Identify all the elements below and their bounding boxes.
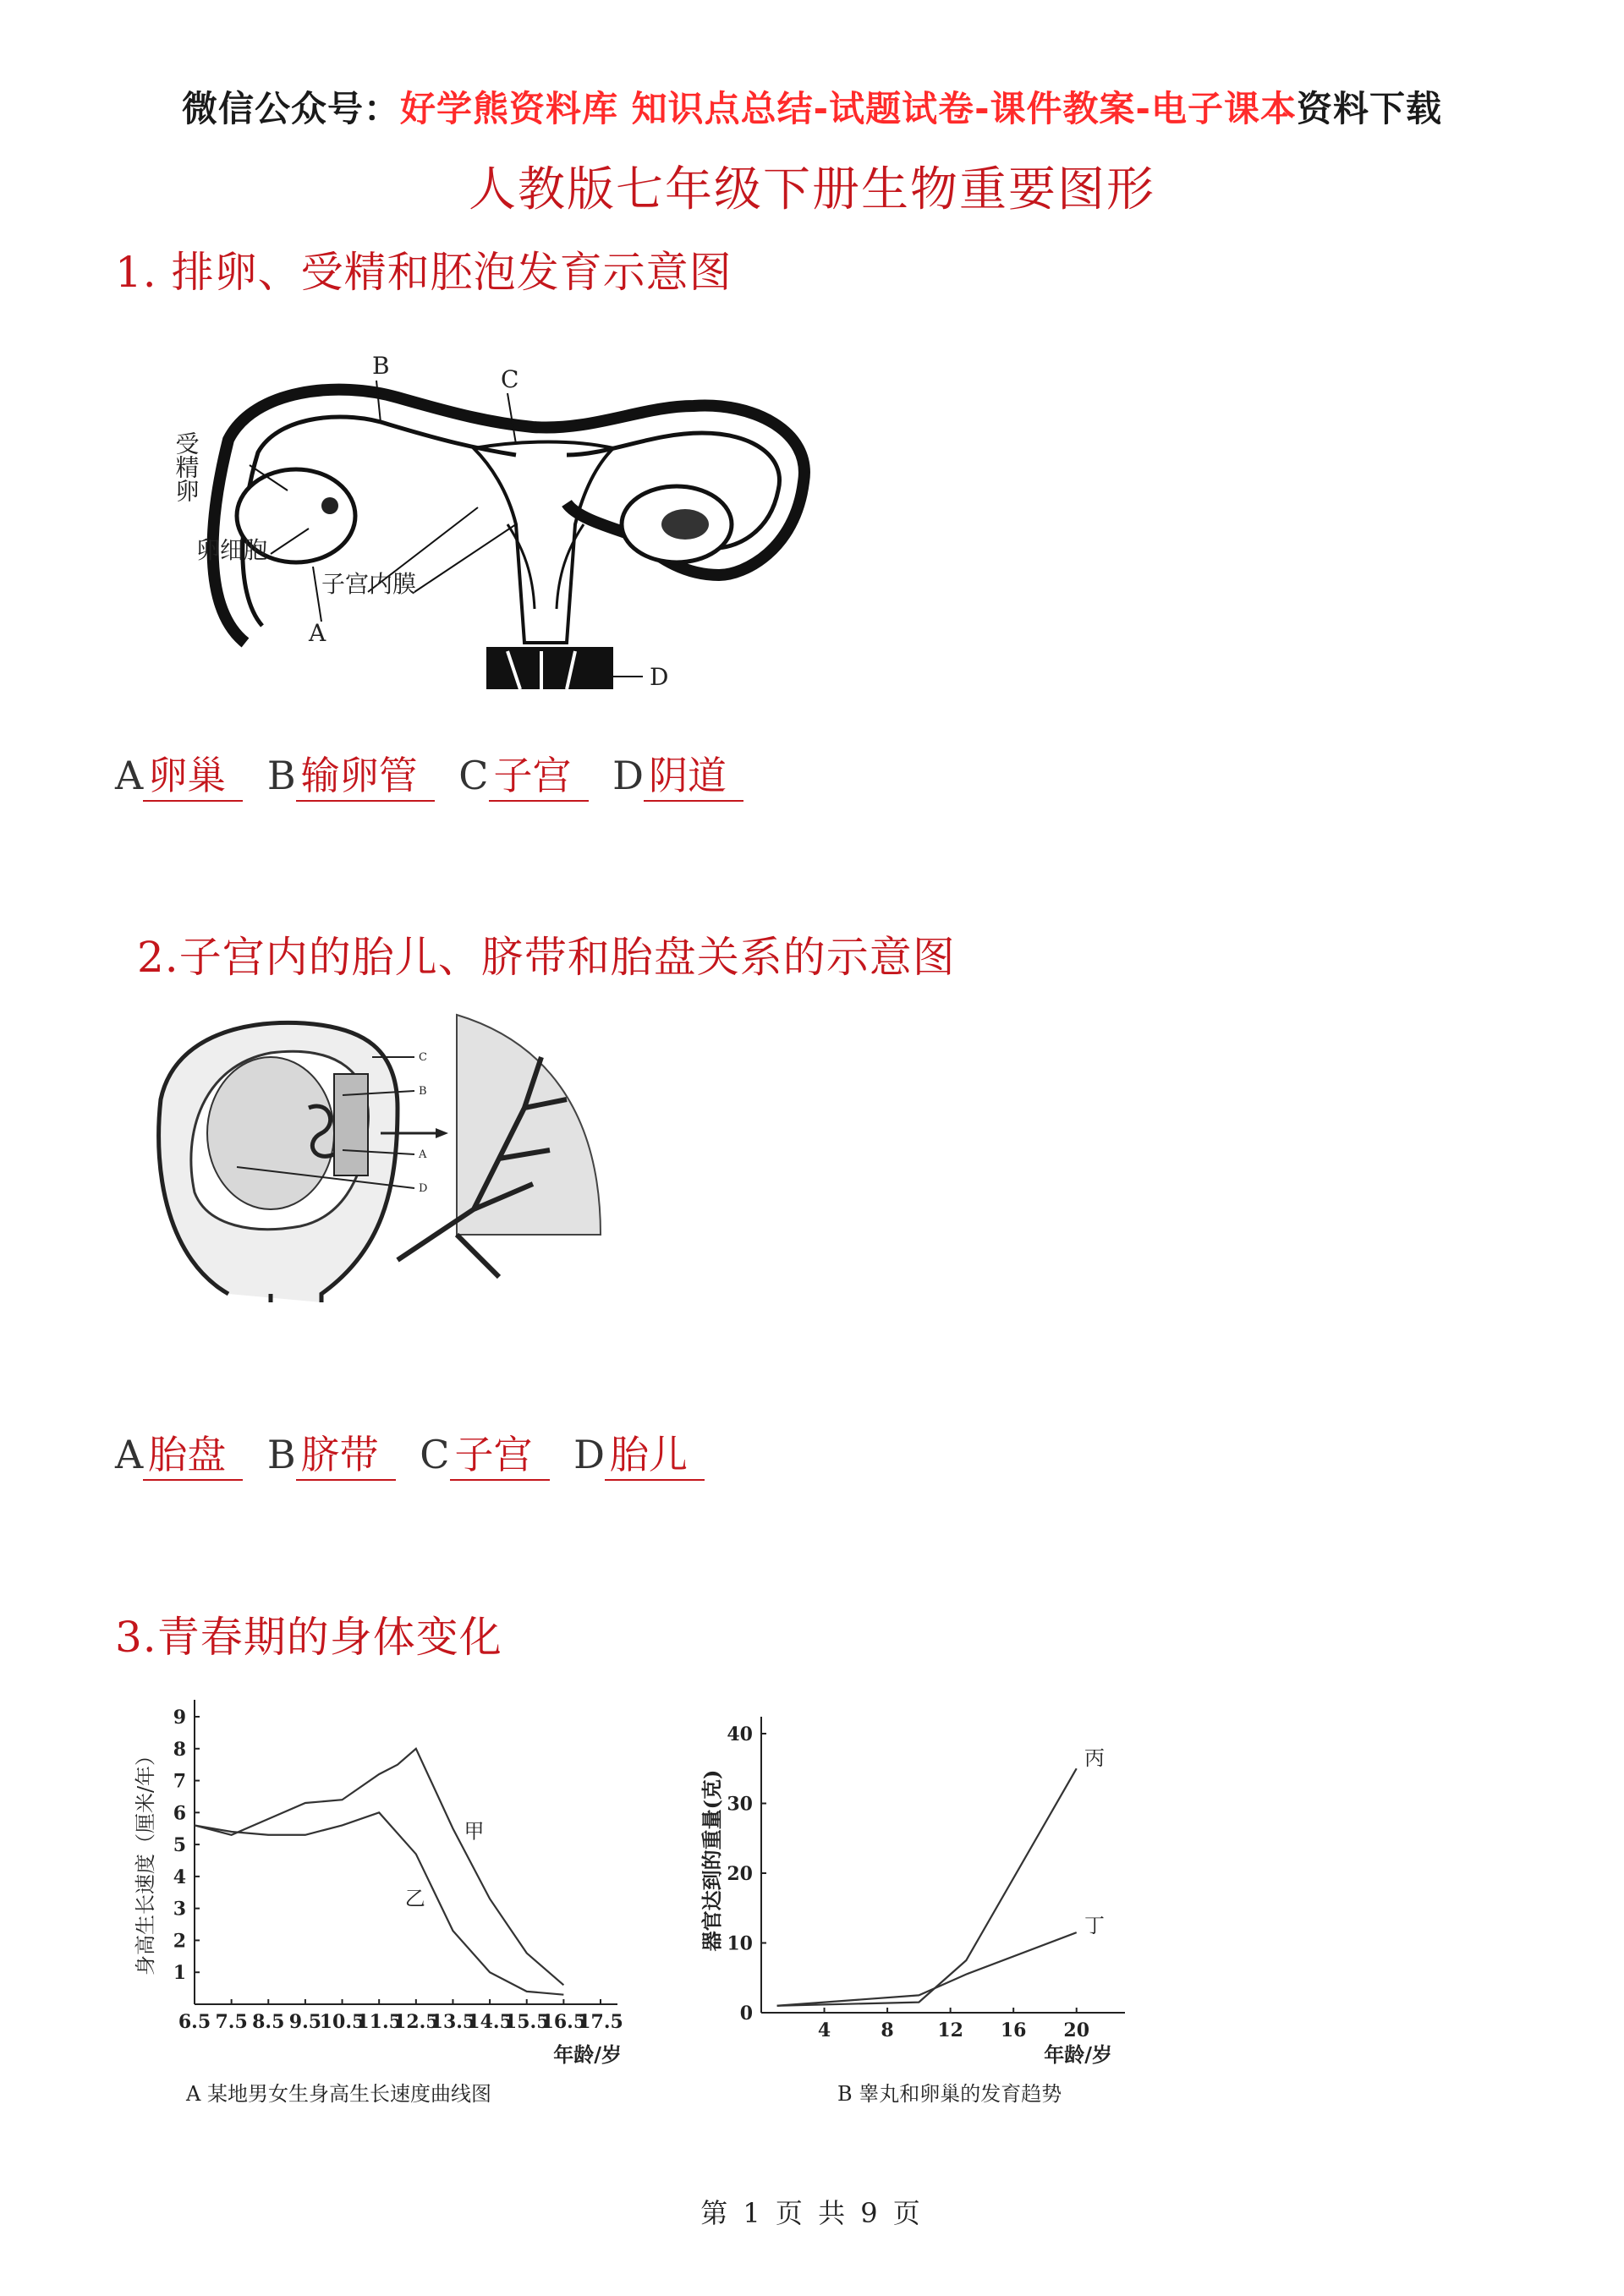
x-tick-label: 16 — [1000, 2019, 1027, 2041]
answer-letter: D — [612, 753, 645, 798]
y-tick-label: 2 — [173, 1930, 186, 1953]
chart-a-axes — [173, 1700, 623, 2033]
label-C: C — [419, 1051, 427, 1064]
y-tick-label: 7 — [173, 1770, 186, 1793]
label-B: B — [419, 1085, 427, 1098]
uterus-body — [474, 442, 613, 644]
series-label: 丙 — [1084, 1746, 1106, 1771]
chart-b-caption: B 睾丸和卵巢的发育趋势 — [837, 2082, 1062, 2106]
y-tick-label: 8 — [173, 1738, 186, 1761]
y-tick-label: 6 — [173, 1802, 186, 1825]
ovary-right-follicle — [661, 509, 709, 540]
y-tick-label: 20 — [727, 1863, 753, 1885]
page-title: 人教版七年级下册生物重要图形 — [469, 162, 1155, 217]
page-footer: 第 1 页 共 9 页 — [700, 2197, 924, 2229]
banner-highlight: 好学熊资料库 知识点总结-试题试卷-课件教案-电子课本 — [400, 88, 1297, 129]
x-tick-label: 8 — [881, 2019, 894, 2041]
x-tick-label: 20 — [1063, 2019, 1090, 2041]
answer-letter: B — [266, 1432, 296, 1477]
label-A: A — [419, 1148, 427, 1161]
answer-value: 脐带 — [296, 1433, 396, 1481]
y-tick-label: 9 — [173, 1707, 186, 1729]
egg-dot — [321, 497, 338, 514]
x-tick-label: 8.5 — [252, 2011, 285, 2033]
answer-letter: C — [458, 753, 489, 798]
chart-b-xlabel: 年龄/岁 — [1044, 2042, 1112, 2067]
y-tick-label: 3 — [173, 1898, 186, 1921]
section-1-answers — [115, 753, 755, 802]
series-line-甲 — [195, 1749, 563, 1986]
series-label: 丁 — [1084, 1914, 1106, 1938]
x-tick-label: 12 — [937, 2019, 963, 2041]
series-label: 甲 — [464, 1819, 485, 1844]
vagina-block — [486, 647, 613, 689]
chart-height-growth — [127, 1691, 668, 2114]
answer-value: 输卵管 — [296, 753, 435, 802]
section-2-heading: 2.子宫内的胎儿、脐带和胎盘关系的示意图 — [137, 933, 956, 982]
x-tick-label: 15.5 — [503, 2011, 550, 2033]
y-tick-label: 1 — [173, 1962, 186, 1985]
banner-suffix: 资料下载 — [1296, 88, 1442, 129]
x-tick-label: 11.5 — [356, 2011, 402, 2033]
answer-letter: D — [573, 1432, 606, 1477]
section-3-heading: 3.青春期的身体变化 — [115, 1613, 502, 1662]
x-tick-label: 12.5 — [393, 2011, 439, 2033]
y-tick-label: 40 — [727, 1723, 753, 1745]
y-tick-label: 30 — [727, 1793, 753, 1816]
answer-value: 卵巢 — [143, 753, 243, 802]
y-tick-label: 0 — [739, 2003, 753, 2025]
chart-b-ylabel: 器官达到的重量(克) — [700, 1769, 724, 1952]
answer-value: 胎儿 — [605, 1433, 705, 1481]
x-tick-label: 4 — [817, 2019, 831, 2041]
chart-a-caption: A 某地男女生身高生长速度曲线图 — [186, 2082, 491, 2106]
label-C: C — [501, 365, 519, 393]
series-label: 乙 — [404, 1886, 425, 1910]
banner-prefix: 微信公众号： — [182, 88, 401, 129]
x-tick-label: 17.5 — [578, 2011, 623, 2033]
chart-gonad-development — [694, 1691, 1167, 2114]
section-1-heading: 1. 排卵、受精和胚泡发育示意图 — [115, 248, 732, 297]
chart-b-marks — [777, 1746, 1105, 2006]
answer-letter: A — [115, 1432, 144, 1477]
series-line-丙 — [777, 1768, 1077, 2006]
reproductive-system-diagram — [169, 355, 829, 710]
answer-letter: C — [420, 1432, 450, 1477]
series-line-乙 — [195, 1812, 563, 1994]
y-tick-label: 10 — [727, 1932, 753, 1955]
answer-letter: A — [115, 753, 144, 798]
label-D: D — [650, 663, 669, 691]
x-tick-label: 6.5 — [178, 2011, 211, 2033]
answer-letter: B — [266, 753, 296, 798]
fetus-placenta-diagram — [144, 1006, 617, 1311]
fetus — [207, 1057, 334, 1209]
label-fertilized-egg: 受精卵 — [172, 431, 200, 502]
x-tick-label: 13.5 — [430, 2011, 476, 2033]
label-egg-cell: 卵细胞 — [196, 536, 268, 564]
chart-a-ylabel: 身高生长速度（厘米/年） — [134, 1745, 157, 1976]
x-tick-label: 16.5 — [540, 2011, 587, 2033]
section-2-answers — [115, 1432, 716, 1481]
answer-value: 胎盘 — [143, 1433, 243, 1481]
label-D: D — [419, 1182, 428, 1195]
banner — [0, 81, 1624, 132]
label-B: B — [372, 355, 390, 380]
chart-a-xlabel: 年龄/岁 — [553, 2042, 622, 2067]
answer-value: 子宫 — [489, 753, 589, 802]
x-tick-label: 9.5 — [288, 2011, 322, 2033]
x-tick-label: 7.5 — [215, 2011, 248, 2033]
answer-value: 阴道 — [644, 753, 743, 802]
x-tick-label: 10.5 — [319, 2011, 365, 2033]
x-tick-label: 14.5 — [467, 2011, 513, 2033]
answer-value: 子宫 — [450, 1433, 550, 1481]
y-tick-label: 4 — [173, 1866, 186, 1888]
y-tick-label: 5 — [173, 1834, 186, 1857]
placenta — [334, 1074, 368, 1175]
chart-a-marks — [195, 1749, 563, 1995]
label-endometrium: 子宫内膜 — [321, 570, 417, 598]
label-A: A — [309, 619, 326, 647]
